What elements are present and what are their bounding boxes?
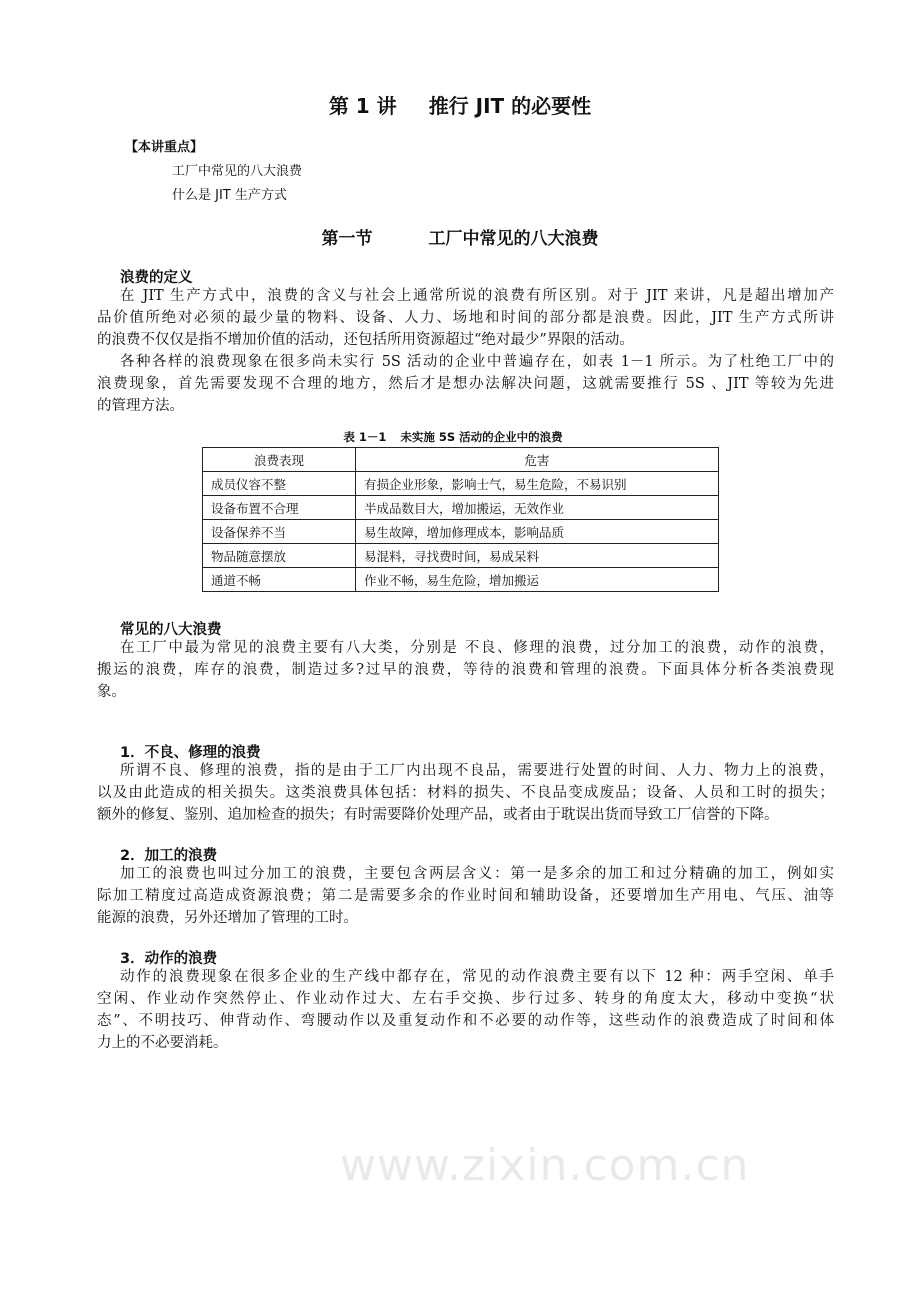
section-number: 第一节 bbox=[321, 229, 373, 249]
paragraph-line: 搬运的浪费，库存的浪费，制造过多?过早的浪费，等待的浪费和管理的浪费。下面具体分析各类浪费现 bbox=[97, 662, 834, 678]
block-heading: 浪费的定义 bbox=[120, 270, 193, 286]
block-body bbox=[97, 760, 834, 826]
harm-cell: 易混料，寻找费时间，易成呆料 bbox=[356, 544, 719, 568]
waste-table bbox=[202, 447, 719, 592]
harm-cell: 作业不畅，易生危险，增加搬运 bbox=[356, 568, 719, 592]
block-body bbox=[97, 637, 834, 703]
table-header-row bbox=[203, 448, 719, 472]
key-point-item: 什么是 JIT 生产方式 bbox=[172, 188, 287, 203]
waste-cell: 设备保养不当 bbox=[203, 520, 356, 544]
block-heading: 3．动作的浪费 bbox=[120, 951, 218, 967]
paragraph-line: 各种各样的浪费现象在很多尚未实行 5S 活动的企业中普遍存在，如表 1－1 所示。为了杜绝工厂中的 bbox=[120, 354, 834, 370]
header-cell: 浪费表现 bbox=[203, 448, 356, 472]
waste-cell: 成员仪容不整 bbox=[203, 472, 356, 496]
paragraph-line: 在 JIT 生产方式中，浪费的含义与社会上通常所说的浪费有所区别。对于 JIT 来讲，凡是超出增加产 bbox=[120, 288, 834, 304]
waste-cell: 物品随意摆放 bbox=[203, 544, 356, 568]
paragraph-line: 品价值所绝对必须的最少量的物料、设备、人力、场地和时间的部分都是浪费。因此，JIT 生产方式所讲 bbox=[97, 310, 834, 326]
page-title bbox=[0, 90, 920, 119]
watermark: www.zixin.com.cn bbox=[340, 1140, 750, 1191]
harm-cell: 半成品数目大，增加搬运，无效作业 bbox=[356, 496, 719, 520]
harm-cell: 易生故障，增加修理成本，影响品质 bbox=[356, 520, 719, 544]
block-body bbox=[97, 285, 834, 417]
table-row bbox=[203, 496, 719, 520]
table-row bbox=[203, 472, 719, 496]
waste-cell: 通道不畅 bbox=[203, 568, 356, 592]
paragraph-line: 的浪费不仅仅是指不增加价值的活动，还包括所用资源超过“绝对最少”界限的活动。 bbox=[97, 332, 634, 348]
key-point-item: 工厂中常见的八大浪费 bbox=[172, 164, 303, 179]
table-number: 表 1－1 bbox=[343, 430, 387, 444]
paragraph-line: 空闲、作业动作突然停止、作业动作过大、左右手交换、步行过多、转身的角度太大，移动中变换“状 bbox=[97, 991, 834, 1007]
table-row bbox=[203, 520, 719, 544]
paragraph-line: 态”、不明技巧、伸背动作、弯腰动作以及重复动作和不必要的动作等，这些动作的浪费造成了时间和体 bbox=[97, 1013, 834, 1029]
paragraph-line: 加工的浪费也叫过分加工的浪费，主要包含两层含义：第一是多余的加工和过分精确的加工，例如实 bbox=[120, 866, 834, 882]
paragraph-line: 象。 bbox=[97, 684, 126, 700]
block-heading: 1．不良、修理的浪费 bbox=[120, 745, 261, 761]
paragraph-line: 额外的修复、鉴别、追加检查的损失；有时需要降价处理产品，或者由于耽误出货而导致工厂信誉的下降。 bbox=[97, 807, 779, 823]
key-points-label: 【本讲重点】 bbox=[125, 140, 204, 155]
header-cell: 危害 bbox=[356, 448, 719, 472]
paragraph-line: 能源的浪费，另外还增加了管理的工时。 bbox=[97, 910, 358, 926]
paragraph-line: 力上的不必要消耗。 bbox=[97, 1035, 228, 1051]
paragraph-line: 浪费现象，首先需要发现不合理的地方，然后才是想办法解决问题，这就需要推行 5S 、JIT 等较为先进 bbox=[97, 376, 834, 392]
section-name: 工厂中常见的八大浪费 bbox=[428, 229, 599, 249]
block-body bbox=[97, 863, 834, 929]
harm-cell: 有损企业形象，影响士气，易生危险，不易识别 bbox=[356, 472, 719, 496]
paragraph-line: 以及由此造成的相关损失。这类浪费具体包括：材料的损失、不良品变成废品；设备、人员和工时的损失； bbox=[97, 785, 834, 801]
block-heading: 2．加工的浪费 bbox=[120, 848, 218, 864]
paragraph-line: 在工厂中最为常见的浪费主要有八大类，分别是 不良、修理的浪费，过分加工的浪费，动作的浪费， bbox=[120, 640, 834, 656]
section-heading bbox=[0, 224, 920, 249]
block-heading: 常见的八大浪费 bbox=[120, 622, 222, 638]
lecture-number: 第 1 讲 bbox=[328, 94, 397, 118]
block-body bbox=[97, 966, 834, 1054]
table-caption bbox=[0, 429, 920, 445]
table-row bbox=[203, 544, 719, 568]
lecture-topic: 推行 JIT 的必要性 bbox=[428, 94, 592, 118]
paragraph-line: 的管理方法。 bbox=[97, 398, 184, 414]
paragraph-line: 所谓不良、修理的浪费，指的是由于工厂内出现不良品，需要进行处置的时间、人力、物力上的浪费， bbox=[120, 763, 834, 779]
paragraph-line: 动作的浪费现象在很多企业的生产线中都存在，常见的动作浪费主要有以下 12 种：两手空闲、单手 bbox=[120, 969, 834, 985]
paragraph-line: 际加工精度过高造成资源浪费；第二是需要多余的作业时间和辅助设备，还要增加生产用电、气压、油等 bbox=[97, 888, 834, 904]
waste-cell: 设备布置不合理 bbox=[203, 496, 356, 520]
table-row bbox=[203, 568, 719, 592]
table-title: 未实施 5S 活动的企业中的浪费 bbox=[400, 430, 563, 444]
